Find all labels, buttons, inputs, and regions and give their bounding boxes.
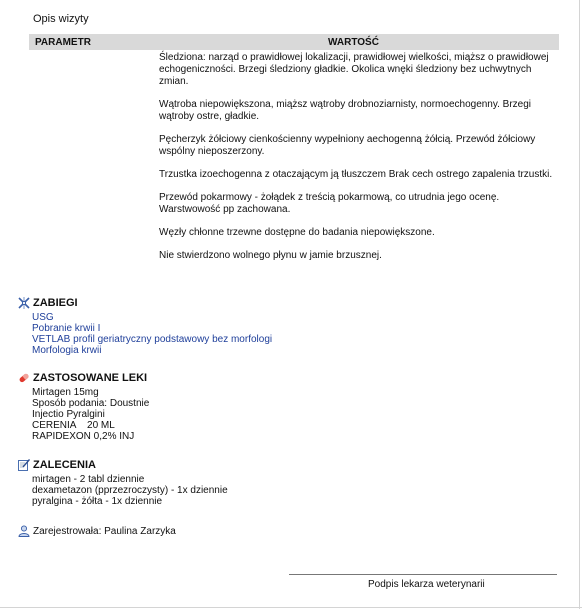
procedures-title: ZABIEGI (33, 296, 78, 309)
signature-line (289, 574, 557, 575)
registered-by (18, 524, 176, 538)
signature-label: Podpis lekarza weterynarii (368, 579, 485, 590)
finding-paragraph: Nie stwierdzono wolnego płynu w jamie brzusznej. (159, 250, 382, 261)
recommendations-title: ZALECENIA (33, 458, 96, 471)
edit-note-icon (18, 459, 30, 471)
medications-section (18, 371, 149, 442)
visit-title: Opis wizyty (33, 13, 89, 25)
finding-paragraph: Śledziona: narząd o prawidłowej lokalizacji, prawidłowej wielkości, miąższ o prawidłowej echogeniczności. Brzegi śledziony gładkie. Okolica wnęki śledziony bez uchwytnych zmian. (159, 52, 549, 87)
medication-item: Mirtagen 15mg (32, 387, 99, 398)
medication-item: CERENIA 20 ML (32, 420, 115, 431)
finding-paragraph: Pęcherzyk żółciowy cienkościenny wypełniony aechogenną żółcią. Przewód żółciowy wspólny nieposzerzony. (159, 134, 536, 157)
registered-by-text: Zarejestrowała: Paulina Zarzyka (33, 525, 176, 537)
procedures-section (18, 296, 272, 356)
parameter-table-header (29, 34, 559, 50)
recommendation-item: mirtagen - 2 tabl dziennie (32, 474, 145, 485)
recommendation-item: pyralgina - żółta - 1x dziennie (32, 496, 163, 507)
value-column-header: WARTOŚĆ (328, 37, 379, 48)
procedure-item[interactable]: Morfologia krwii (32, 345, 102, 356)
recommendation-item: dexametazon (pprzezroczysty) - 1x dziennie (32, 485, 228, 496)
page-bottom-border (0, 607, 582, 608)
finding-paragraph: Wątroba niepowiększona, miąższ wątroby drobnoziarnisty, normoechogenny. Brzegi wątroby ostre, gładkie. (159, 99, 532, 122)
procedure-item[interactable]: Pobranie krwii I (32, 323, 101, 334)
medication-item: Injectio Pyralgini (32, 409, 105, 420)
recommendations-section (18, 458, 228, 507)
finding-paragraph: Przewód pokarmowy - żołądek z treścią pokarmową, co utrudnia jego ocenę. Warstwowość pp zachowana. (159, 192, 500, 215)
pill-icon (18, 372, 30, 384)
medication-item: Sposób podania: Doustnie (32, 398, 150, 409)
page-right-border (579, 0, 580, 609)
procedure-icon (18, 297, 30, 309)
findings-text (159, 52, 561, 273)
medication-item: RAPIDEXON 0,2% INJ (32, 431, 135, 442)
parameter-column-header: PARAMETR (35, 37, 91, 48)
procedure-item[interactable]: USG (32, 312, 54, 323)
finding-paragraph: Trzustka izoechogenna z otaczającym ją tłuszczem Brak cech ostrego zapalenia trzustki. (159, 169, 553, 180)
procedure-item[interactable]: VETLAB profil geriatryczny podstawowy bez morfologi (32, 334, 273, 345)
medications-title: ZASTOSOWANE LEKI (33, 371, 148, 384)
user-icon (18, 525, 30, 537)
finding-paragraph: Węzły chłonne trzewne dostępne do badania niepowiększone. (159, 227, 435, 238)
